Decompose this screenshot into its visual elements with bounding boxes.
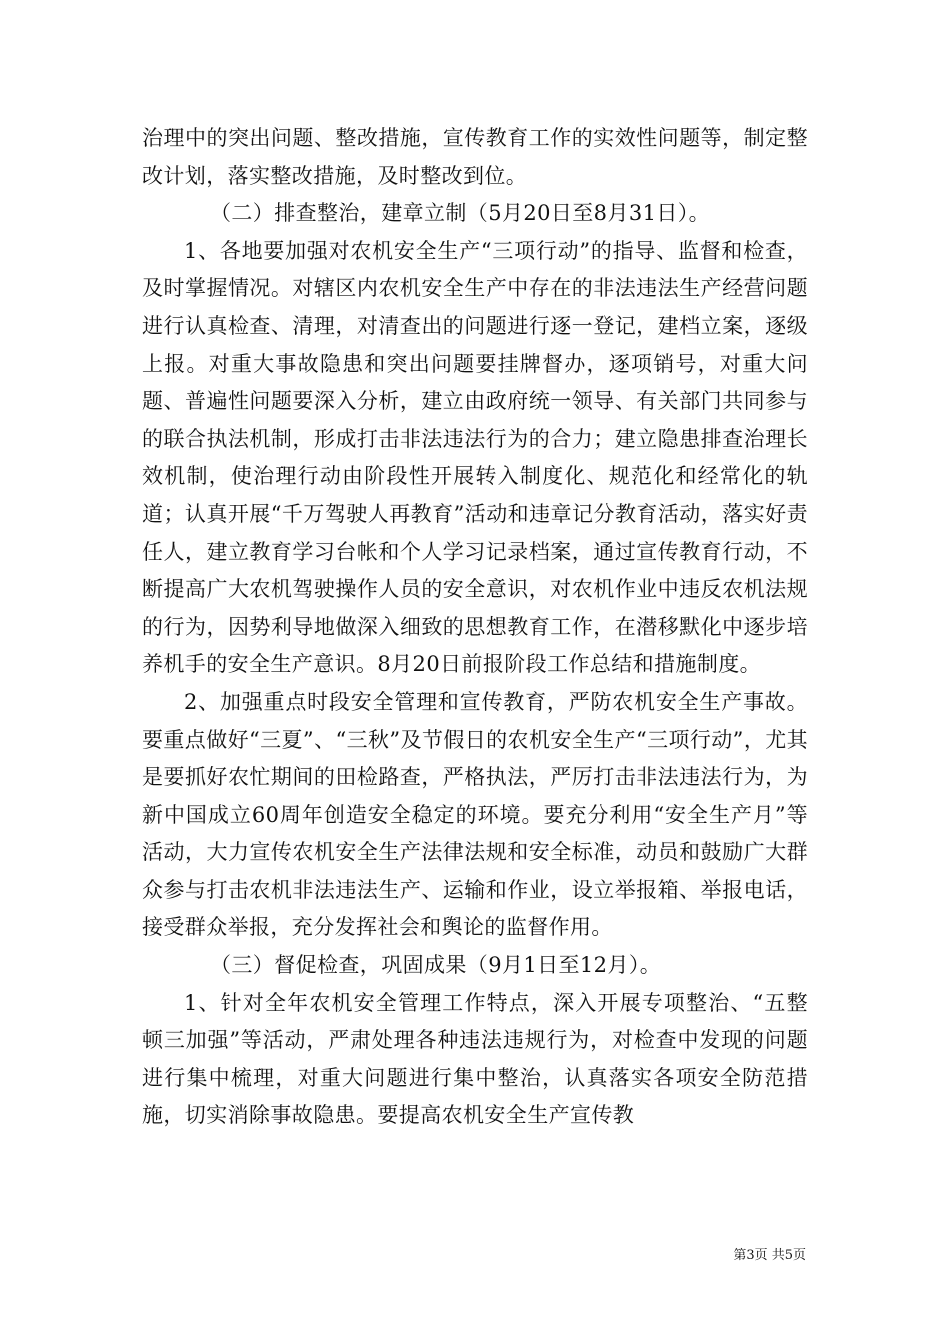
page-number-footer: 第3页 共5页 [733, 1248, 806, 1263]
document-body [142, 120, 808, 1135]
paragraph-item-1: 1、各地要加强对农机安全生产“三项行动”的指导、监督和检查，及时掌握情况。对辖区内农机安全生产中存在的非法违法生产经营问题进行认真检查、清理，对清查出的问题进行逐一登记，建档立案，逐级上报。对重大事故隐患和突出问题要挂牌督办，逐项销号，对重大问题、普遍性问题要深入分析，建立由政府统一领导、有关部门共同参与的联合执法机制，形成打击非法违法行为的合力；建立隐患排查治理长效机制，使治理行动由阶段性开展转入制度化、规范化和经常化的轨道；认真开展“千万驾驶人再教育”活动和违章记分教育活动，落实好责任人，建立教育学习台帐和个人学习记录档案，通过宣传教育行动，不断提高广大农机驾驶操作人员的安全意识，对农机作业中违反农机法规的行为，因势利导地做深入细致的思想教育工作，在潜移默化中逐步培养机手的安全生产意识。8月20日前报阶段工作总结和措施制度。 [142, 238, 808, 677]
section-heading-3: （三）督促检查，巩固成果（9月1日至12月）。 [210, 953, 662, 978]
paragraph-continuation: 治理中的突出问题、整改措施，宣传教育工作的实效性问题等，制定整改计划，落实整改措施，及时整改到位。 [142, 126, 808, 188]
section-heading-2: （二）排查整治，建章立制（5月20日至8月31日）。 [210, 201, 711, 226]
paragraph-item-2: 2、加强重点时段安全管理和宣传教育，严防农机安全生产事故。要重点做好“三夏”、“三秋”及节假日的农机安全生产“三项行动”，尤其是要抓好农忙期间的田检路查，严格执法，严厉打击非法违法行为，为新中国成立60周年创造安全稳定的环境。要充分利用“安全生产月”等活动，大力宣传农机安全生产法律法规和安全标准，动员和鼓励广大群众参与打击农机非法违法生产、运输和作业，设立举报箱、举报电话，接受群众举报，充分发挥社会和舆论的监督作用。 [142, 689, 809, 940]
paragraph-item-3: 1、针对全年农机安全管理工作特点，深入开展专项整治、“五整顿三加强”等活动，严肃处理各种违法违规行为，对检查中发现的问题进行集中梳理，对重大问题进行集中整治，认真落实各项安全防范措施，切实消除事故隐患。要提高农机安全生产宣传教 [142, 990, 808, 1128]
